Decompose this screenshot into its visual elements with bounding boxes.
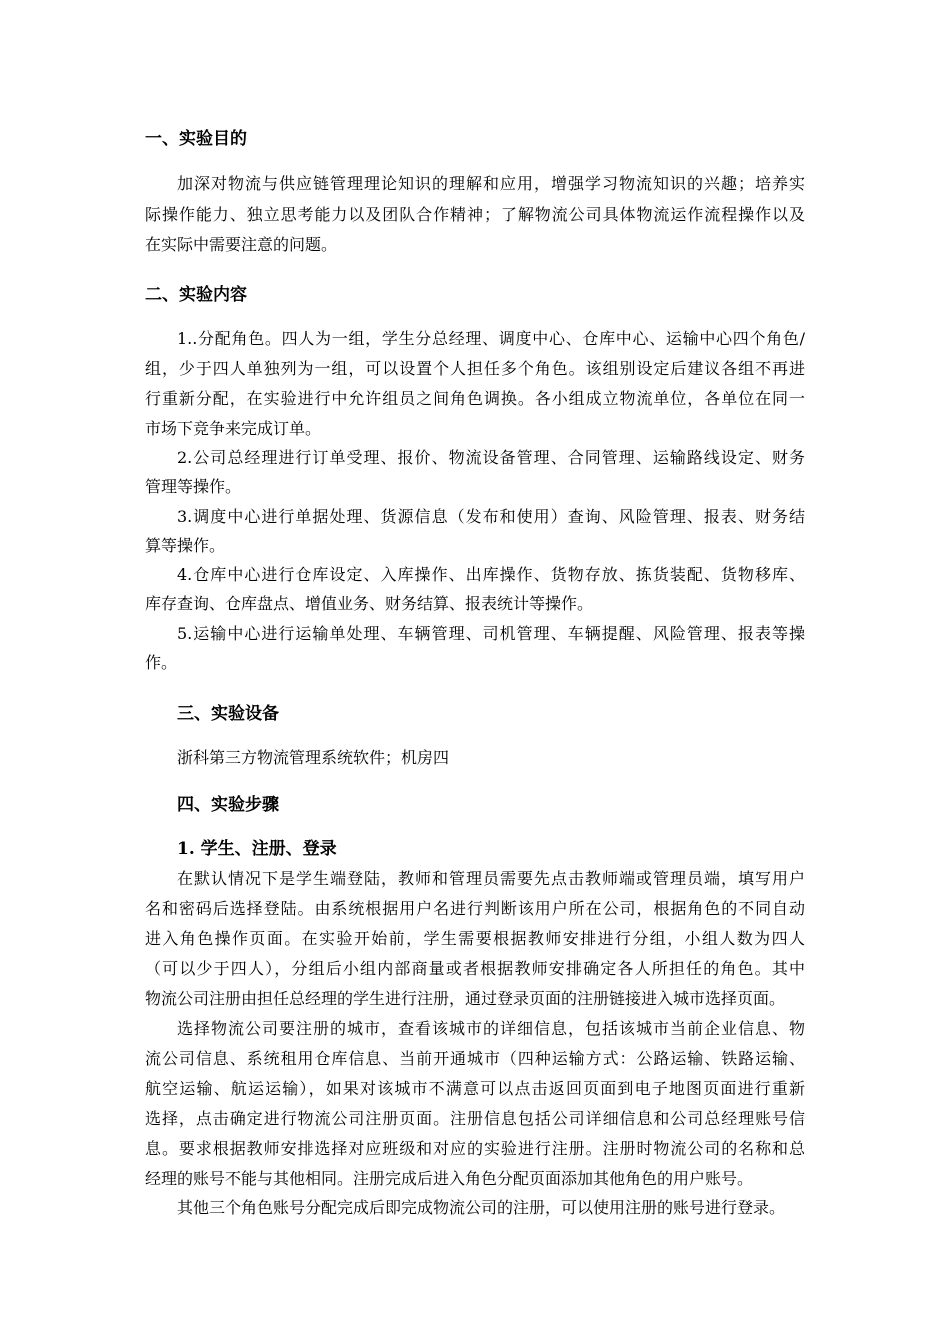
paragraph-line: 航空运输、航运运输），如果对该城市不满意可以点击返回页面到电子地图页面进行重新: [145, 1079, 805, 1098]
section-heading-purpose: 一、实验目的: [145, 129, 247, 149]
section-heading-equipment: 三、实验设备: [177, 704, 279, 724]
paragraph-line: 际操作能力、独立思考能力以及团队合作精神；了解物流公司具体物流运作流程操作以及: [145, 205, 805, 224]
paragraph-line: 选择物流公司要注册的城市，查看该城市的详细信息，包括该城市当前企业信息、物: [177, 1019, 805, 1038]
paragraph-line: 进入角色操作页面。在实验开始前，学生需要根据教师安排进行分组，小组人数为四人: [145, 929, 805, 948]
section-heading-steps: 四、实验步骤: [177, 795, 279, 815]
paragraph-line: 物流公司注册由担任总经理的学生进行注册，通过登录页面的注册链接进入城市选择页面。: [145, 989, 786, 1008]
subsection-heading-register-login: 1. 学生、注册、登录: [177, 839, 337, 859]
paragraph-line: 选择，点击确定进行物流公司注册页面。注册信息包括公司详细信息和公司总经理账号信: [145, 1109, 805, 1128]
paragraph-line: 1..分配角色。四人为一组，学生分总经理、调度中心、仓库中心、运输中心四个角色/: [177, 329, 805, 348]
paragraph-line: 经理的账号不能与其他相同。注册完成后进入角色分配页面添加其他角色的用户账号。: [145, 1169, 754, 1188]
paragraph-line: 算等操作。: [145, 536, 226, 555]
section-heading-content: 二、实验内容: [145, 285, 247, 305]
paragraph-line: 息。要求根据教师安排选择对应班级和对应的实验进行注册。注册时物流公司的名称和总: [145, 1139, 805, 1158]
paragraph-line: 市场下竞争来完成订单。: [145, 419, 322, 438]
paragraph-line: 其他三个角色账号分配完成后即完成物流公司的注册，可以使用注册的账号进行登录。: [177, 1198, 786, 1217]
paragraph-line: 行重新分配，在实验进行中允许组员之间角色调换。各小组成立物流单位，各单位在同一: [145, 389, 805, 408]
paragraph-line: 名和密码后选择登陆。由系统根据用户名进行判断该用户所在公司，根据角色的不同自动: [145, 899, 805, 918]
paragraph-line: 管理等操作。: [145, 477, 242, 496]
paragraph-line: 浙科第三方物流管理系统软件；机房四: [177, 748, 450, 767]
paragraph-line: 4.仓库中心进行仓库设定、入库操作、出库操作、货物存放、拣货装配、货物移库、: [177, 565, 805, 584]
paragraph-line: 作。: [145, 653, 178, 672]
paragraph-line: 组，少于四人单独列为一组，可以设置个人担任多个角色。该组别设定后建议各组不再进: [145, 359, 805, 378]
paragraph-line: 库存查询、仓库盘点、增值业务、财务结算、报表统计等操作。: [145, 594, 594, 613]
paragraph-line: （可以少于四人），分组后小组内部商量或者根据教师安排确定各人所担任的角色。其中: [145, 959, 805, 978]
paragraph-line: 3.调度中心进行单据处理、货源信息（发布和使用）查询、风险管理、报表、财务结: [177, 507, 805, 526]
paragraph-line: 在默认情况下是学生端登陆，教师和管理员需要先点击教师端或管理员端，填写用户: [177, 869, 805, 888]
paragraph-line: 2.公司总经理进行订单受理、报价、物流设备管理、合同管理、运输路线设定、财务: [177, 448, 805, 467]
paragraph-line: 加深对物流与供应链管理理论知识的理解和应用，增强学习物流知识的兴趣；培养实: [177, 174, 805, 193]
paragraph-line: 5.运输中心进行运输单处理、车辆管理、司机管理、车辆提醒、风险管理、报表等操: [177, 624, 805, 643]
paragraph-line: 流公司信息、系统租用仓库信息、当前开通城市（四种运输方式：公路运输、铁路运输、: [145, 1049, 805, 1068]
paragraph-line: 在实际中需要注意的问题。: [145, 235, 338, 254]
